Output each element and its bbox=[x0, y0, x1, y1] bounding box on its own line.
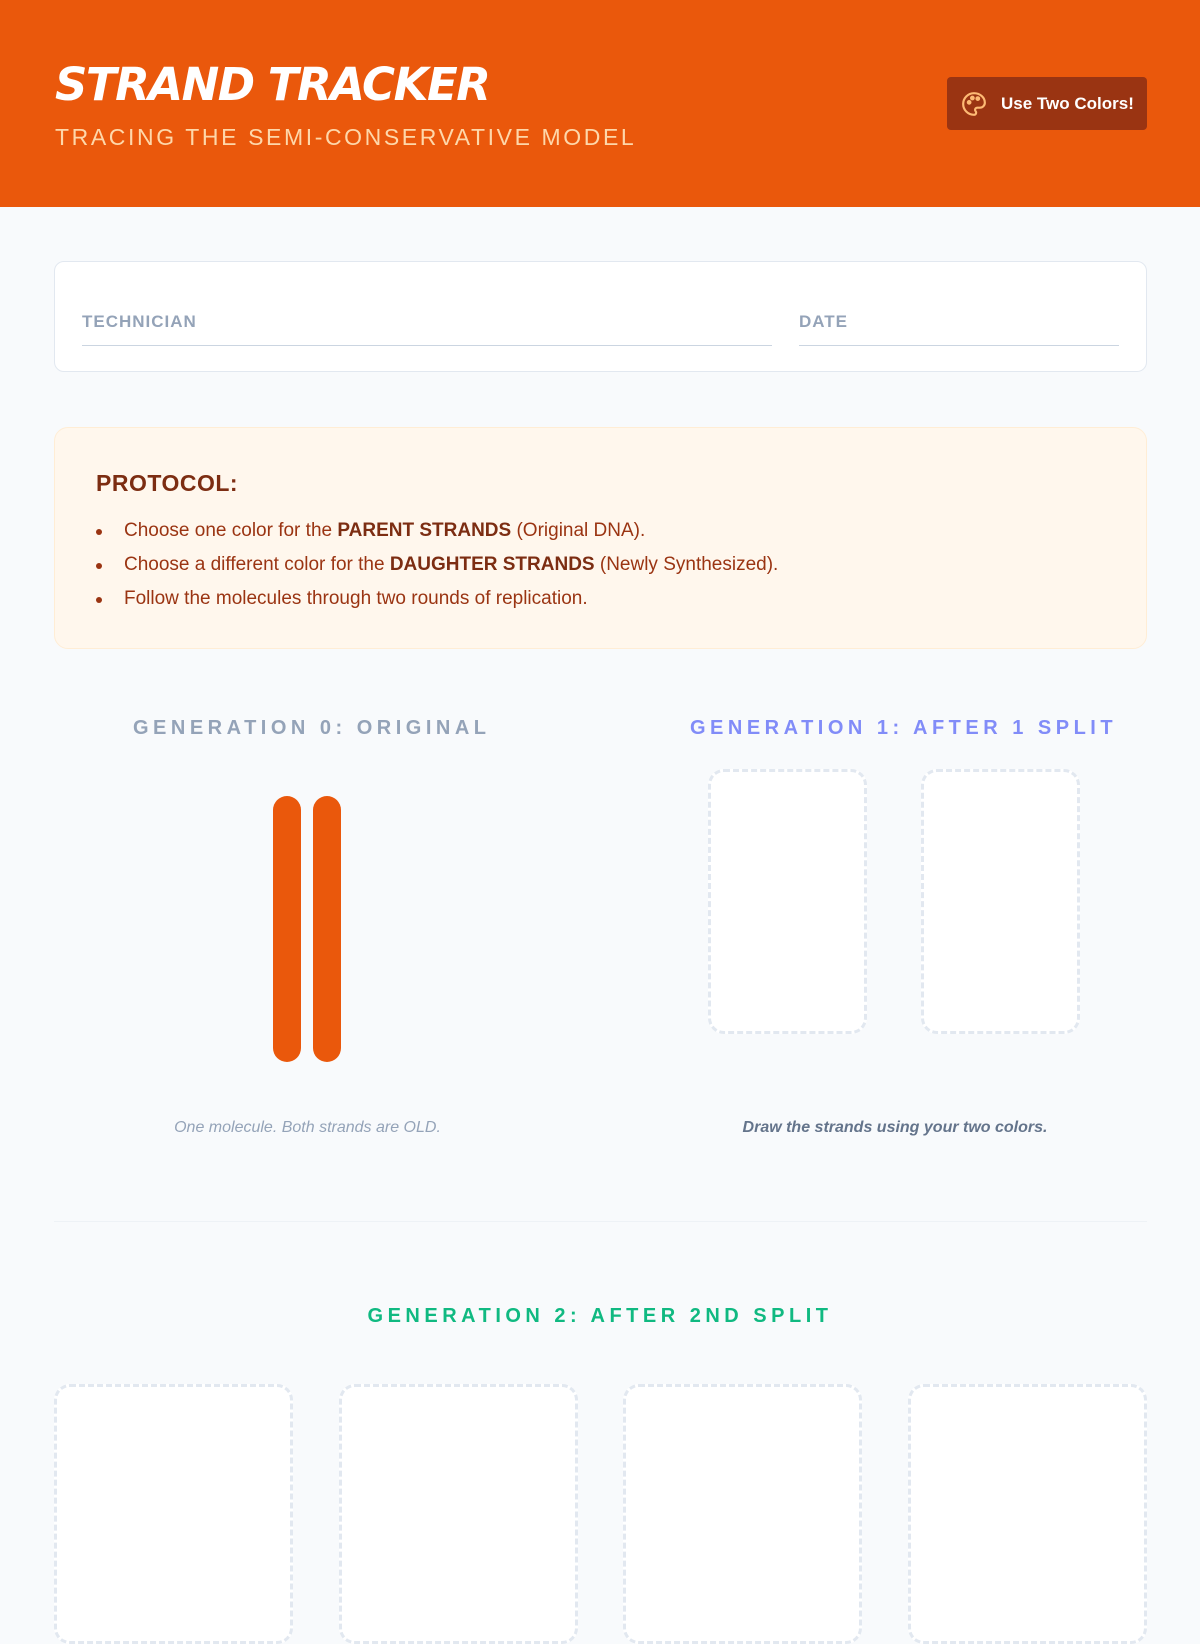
protocol-text: (Newly Synthesized). bbox=[594, 554, 779, 575]
protocol-item bbox=[96, 514, 778, 548]
protocol-text: Choose a different color for the bbox=[124, 554, 390, 575]
generation-2-drawing-box-4[interactable] bbox=[908, 1384, 1147, 1644]
protocol-text: Choose one color for the bbox=[124, 520, 338, 541]
use-two-colors-label: Use Two Colors! bbox=[1001, 93, 1134, 113]
protocol-item bbox=[96, 582, 778, 616]
generation-2-drawing-box-3[interactable] bbox=[623, 1384, 862, 1644]
section-divider bbox=[54, 1221, 1147, 1222]
parent-strand-right bbox=[313, 796, 341, 1062]
palette-icon bbox=[961, 91, 987, 117]
generation-1-title: GENERATION 1: AFTER 1 SPLIT bbox=[690, 717, 1118, 739]
technician-label: TECHNICIAN bbox=[82, 312, 197, 331]
date-label: DATE bbox=[799, 312, 849, 331]
generation-2-drawing-box-1[interactable] bbox=[54, 1384, 293, 1644]
page-subtitle: TRACING THE SEMI-CONSERVATIVE MODEL bbox=[55, 124, 637, 150]
protocol-text: (Original DNA). bbox=[511, 520, 646, 541]
generation-2-drawing-box-2[interactable] bbox=[339, 1384, 578, 1644]
protocol-title: PROTOCOL: bbox=[96, 470, 239, 496]
protocol-card bbox=[54, 427, 1147, 649]
technician-field[interactable] bbox=[82, 312, 772, 346]
use-two-colors-button[interactable] bbox=[947, 77, 1147, 130]
protocol-item bbox=[96, 548, 778, 582]
generation-1-drawing-box-1[interactable] bbox=[708, 769, 867, 1034]
date-field[interactable] bbox=[799, 312, 1119, 346]
parent-strand-left bbox=[273, 796, 301, 1062]
page-title: STRAND TRACKER bbox=[55, 58, 490, 111]
generation-1-caption: Draw the strands using your two colors. bbox=[742, 1119, 1048, 1136]
protocol-list bbox=[96, 514, 778, 616]
header bbox=[0, 0, 1200, 207]
generation-2-title: GENERATION 2: AFTER 2ND SPLIT bbox=[367, 1305, 833, 1327]
generation-0-caption: One molecule. Both strands are OLD. bbox=[174, 1119, 441, 1136]
protocol-emphasis: DAUGHTER STRANDS bbox=[389, 554, 595, 575]
protocol-text: Follow the molecules through two rounds of replication. bbox=[124, 588, 588, 609]
generation-0-title: GENERATION 0: ORIGINAL bbox=[133, 717, 491, 739]
generation-1-drawing-box-2[interactable] bbox=[921, 769, 1080, 1034]
protocol-emphasis: PARENT STRANDS bbox=[337, 520, 512, 541]
info-card bbox=[54, 261, 1147, 372]
